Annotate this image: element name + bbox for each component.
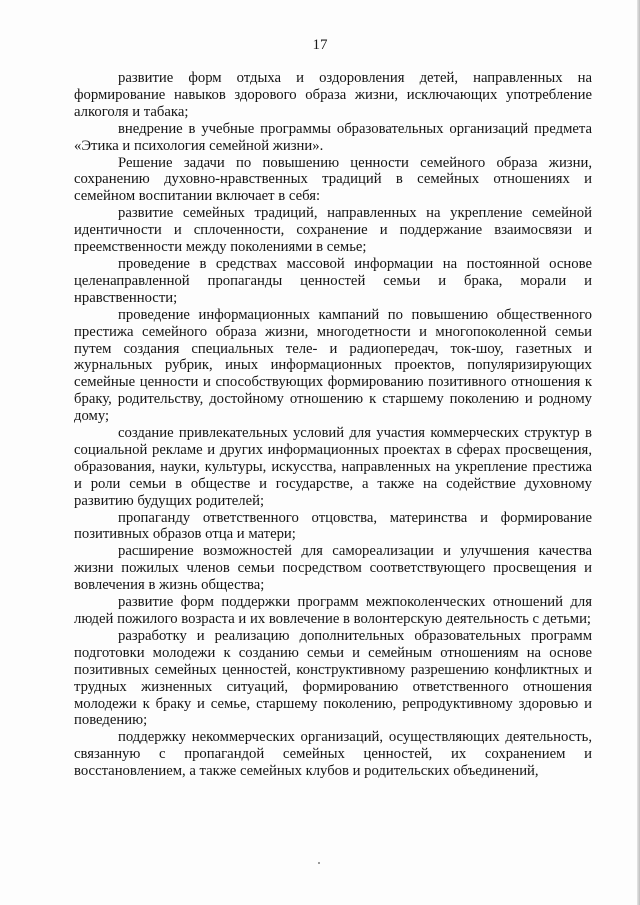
paragraph: Решение задачи по повышению ценности семейного образа жизни, сохранению духовно-нравственных традиций в семейных отношениях и семейном воспитании включает в себя:: [74, 154, 592, 205]
paragraph: проведение информационных кампаний по повышению общественного престижа семейного образа жизни, многодетности и многопоколенной семьи путем создания специальных теле- и радиопередач, ток-шоу, газетных и журнальных рубрик, иных информационных проектов, популяризирующих семейные ценности и способствующих формированию позитивного отношения к браку, родительству, достойному отношению к старшему поколению и родному дому;: [74, 306, 592, 425]
paragraph: пропаганду ответственного отцовства, материнства и формирование позитивных образов отца и матери;: [74, 509, 592, 543]
scan-speck: [318, 862, 320, 864]
paragraph: развитие форм отдыха и оздоровления детей, направленных на формирование навыков здорового образа жизни, исключающих употребление алкоголя и табака;: [74, 70, 592, 120]
paragraph: поддержку некоммерческих организаций, осуществляющих деятельность, связанную с пропагандой семейных ценностей, их сохранением и восстановлением, а также семейных клубов и родительских объединений,: [74, 729, 592, 780]
paragraph: разработку и реализацию дополнительных образовательных программ подготовки молодежи к созданию семьи и семейным отношениям на основе позитивных семейных ценностей, конструктивному разрешению конфликтных и трудных жизненных ситуаций, формированию ответственного отношения молодежи к браку и семье, старшему поколению, репродуктивному здоровью и поведению;: [74, 627, 592, 729]
paragraph: проведение в средствах массовой информации на постоянной основе целенаправленной пропаганды ценностей семьи и брака, морали и нравственности;: [74, 255, 592, 306]
document-body: [74, 70, 592, 780]
page-number: 17: [312, 37, 328, 53]
paragraph: развитие семейных традиций, направленных на укрепление семейной идентичности и сплоченности, сохранение и поддержание взаимосвязи и преемственности между поколениями в семье;: [74, 205, 592, 256]
paragraph: расширение возможностей для самореализации и улучшения качества жизни пожилых членов семьи посредством соответствующего просвещения и вовлечения в жизнь общества;: [74, 543, 592, 594]
paragraph: развитие форм поддержки программ межпоколенческих отношений для людей пожилого возраста и их вовлечение в волонтерскую деятельность с детьми;: [74, 594, 592, 627]
paragraph: внедрение в учебные программы образовательных организаций предмета «Этика и психология семейной жизни».: [74, 120, 592, 154]
paragraph: создание привлекательных условий для участия коммерческих структур в социальной рекламе и других информационных проектах в сферах просвещения, образования, науки, культуры, искусства, направленных на укрепление престижа и роли семьи в обществе и государстве, а также на содействие духовному развитию будущих родителей;: [74, 425, 592, 509]
